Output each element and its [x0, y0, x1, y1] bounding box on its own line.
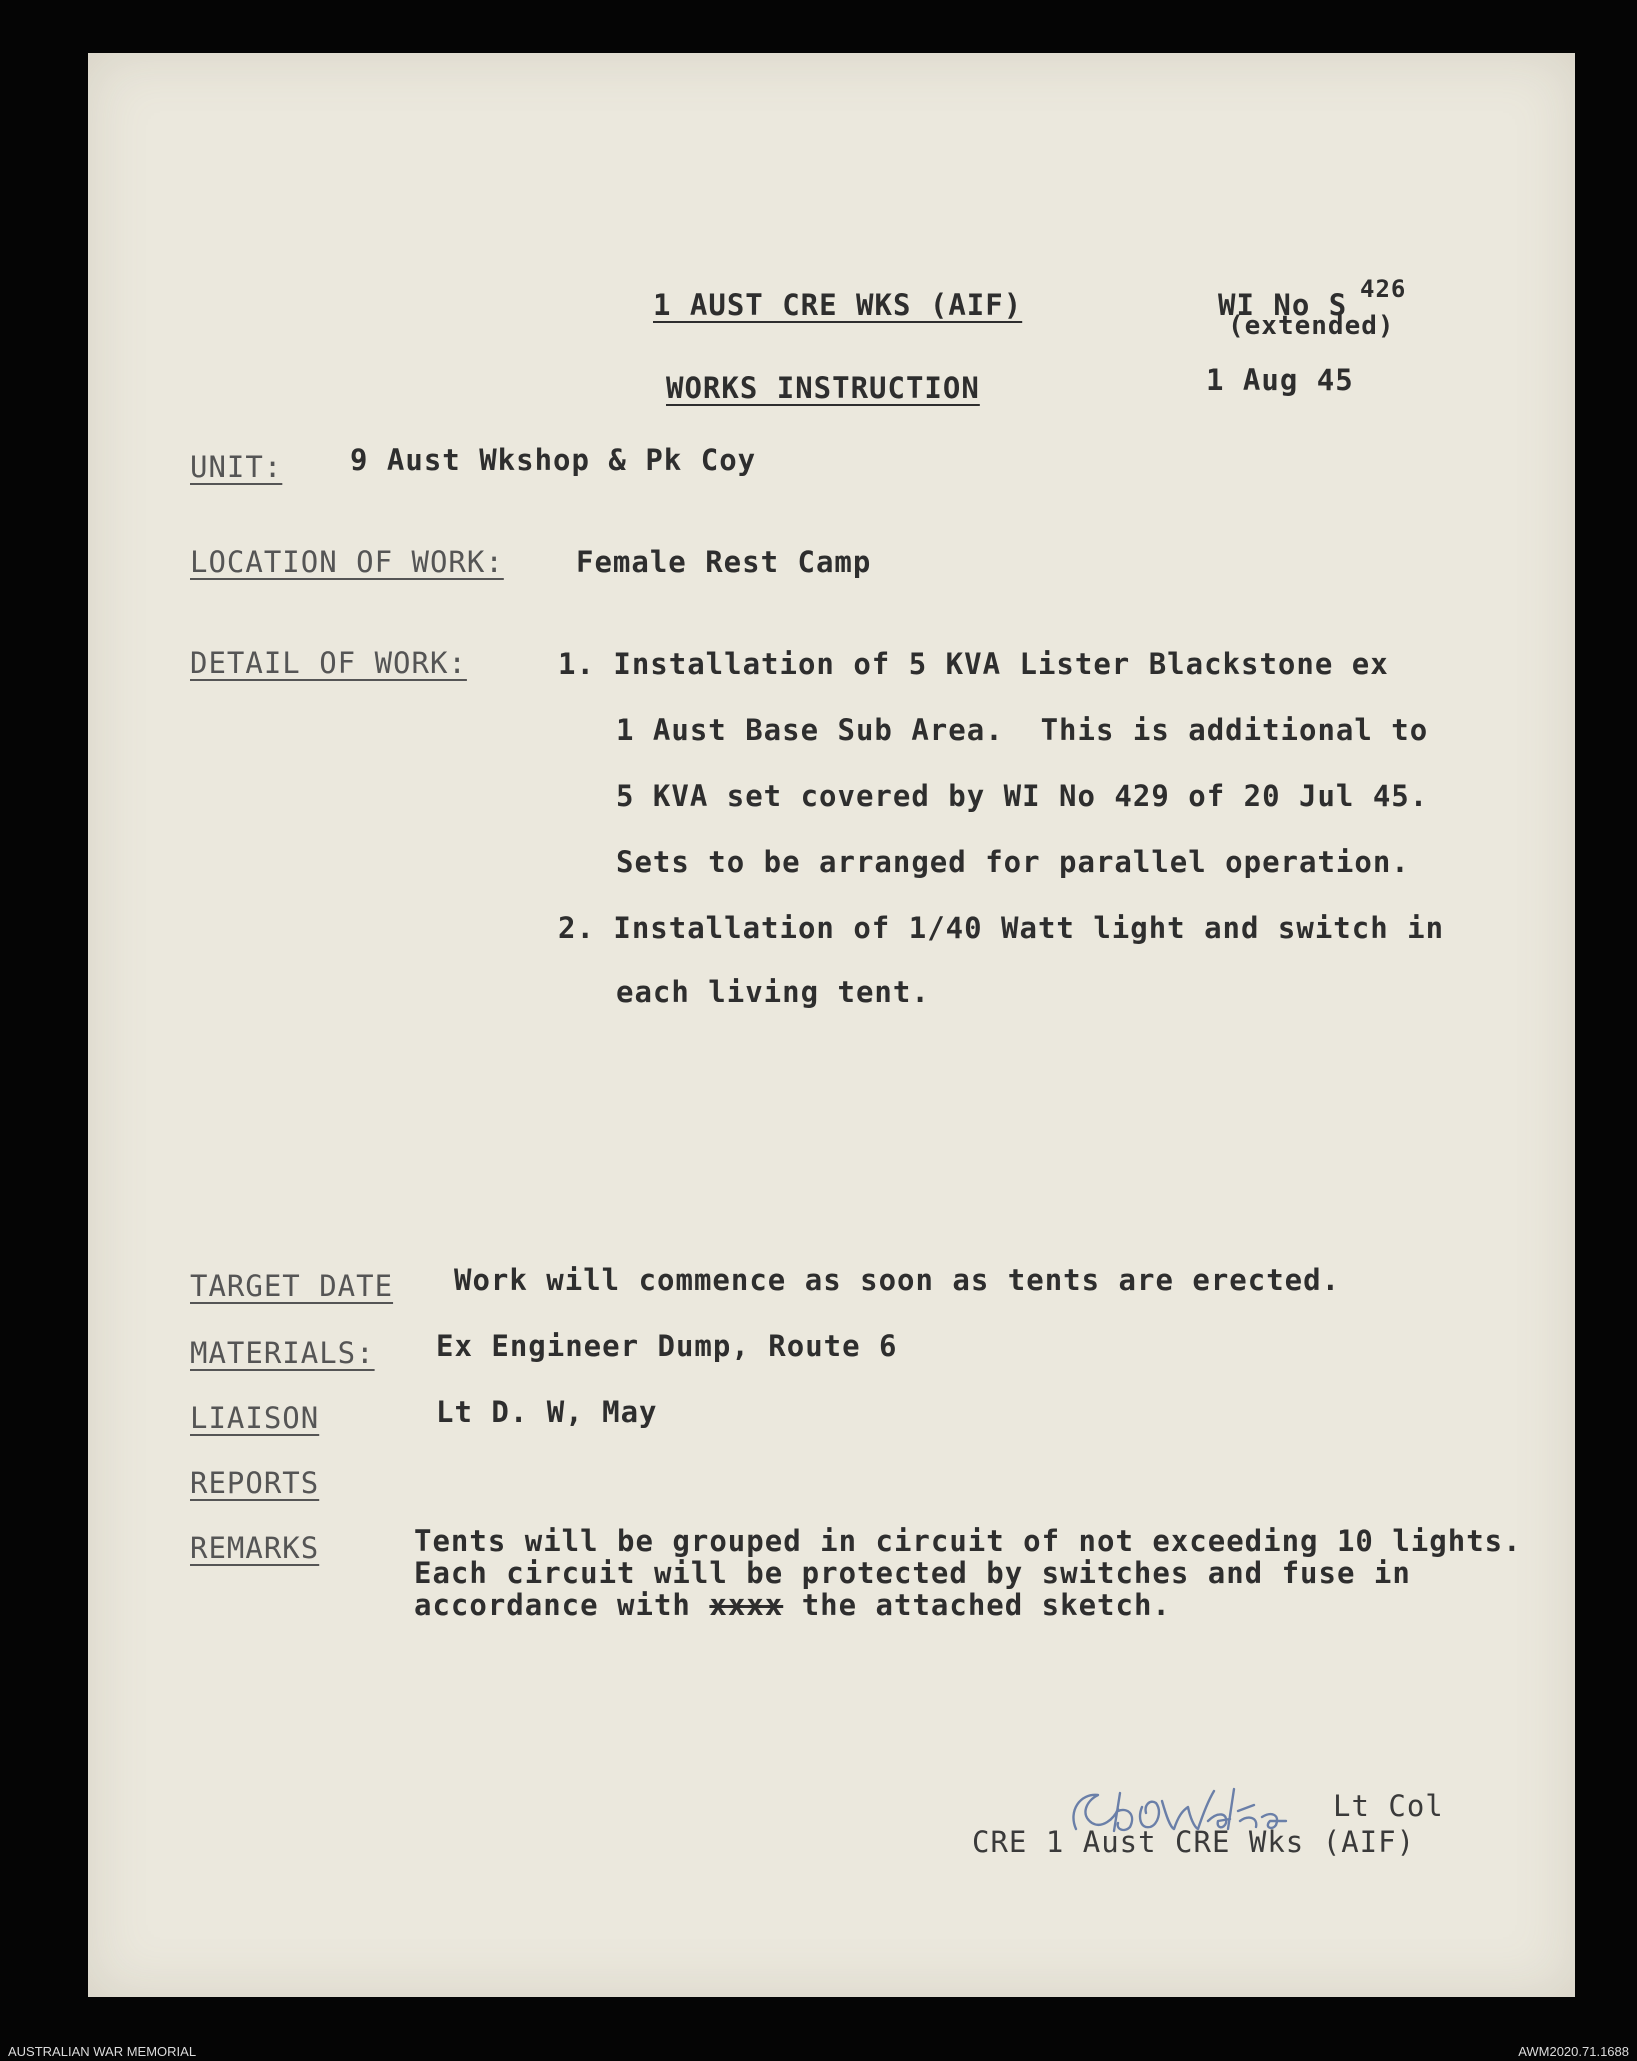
detail-line: Sets to be arranged for parallel operation.	[616, 845, 1410, 879]
remarks-line	[414, 1588, 1171, 1622]
wi-number-prefix: WI No S	[1218, 288, 1348, 322]
materials-value: Ex Engineer Dump, Route 6	[436, 1329, 898, 1363]
detail-line: 1. Installation of 5 KVA Lister Blackstone ex	[558, 647, 1389, 681]
doc-date: 1 Aug 45	[1206, 363, 1354, 397]
remarks-line-tail: the attached sketch.	[801, 1588, 1171, 1622]
unit-label: UNIT:	[190, 450, 283, 484]
detail-line: 2. Installation of 1/40 Watt light and switch in	[558, 911, 1445, 945]
location-value: Female Rest Camp	[576, 545, 872, 579]
liaison-value: Lt D. W, May	[436, 1395, 658, 1429]
wi-number: 426	[1360, 275, 1407, 303]
footer-credit: AUSTRALIAN WAR MEMORIAL	[8, 2044, 197, 2059]
remarks-line-start: accordance with	[414, 1588, 691, 1622]
location-label: LOCATION OF WORK:	[190, 545, 504, 579]
target-date-label: TARGET DATE	[190, 1269, 394, 1303]
struck-out-text: xxxx	[709, 1588, 784, 1622]
detail-label: DETAIL OF WORK:	[190, 646, 467, 680]
reports-label: REPORTS	[190, 1466, 320, 1500]
signer-position: CRE 1 Aust CRE Wks (AIF)	[972, 1825, 1416, 1859]
unit-value: 9 Aust Wkshop & Pk Coy	[350, 443, 757, 477]
unit-title: 1 AUST CRE WKS (AIF)	[653, 288, 1023, 322]
liaison-label: LIAISON	[190, 1401, 320, 1435]
detail-line: 1 Aust Base Sub Area. This is additional to	[616, 713, 1429, 747]
signer-rank: Lt Col	[1333, 1789, 1444, 1823]
document-page	[88, 53, 1575, 1997]
detail-line: 5 KVA set covered by WI No 429 of 20 Jul 45.	[616, 779, 1429, 813]
remarks-line: Tents will be grouped in circuit of not exceeding 10 lights.	[414, 1524, 1522, 1558]
remarks-label: REMARKS	[190, 1531, 320, 1565]
wi-extended: (extended)	[1228, 311, 1395, 341]
doc-title: WORKS INSTRUCTION	[666, 371, 980, 405]
remarks-line: Each circuit will be protected by switches and fuse in	[414, 1556, 1411, 1590]
footer-accession: AWM2020.71.1688	[1518, 2044, 1629, 2059]
target-date-value: Work will commence as soon as tents are erected.	[454, 1263, 1341, 1297]
detail-line: each living tent.	[616, 975, 930, 1009]
materials-label: MATERIALS:	[190, 1336, 375, 1370]
